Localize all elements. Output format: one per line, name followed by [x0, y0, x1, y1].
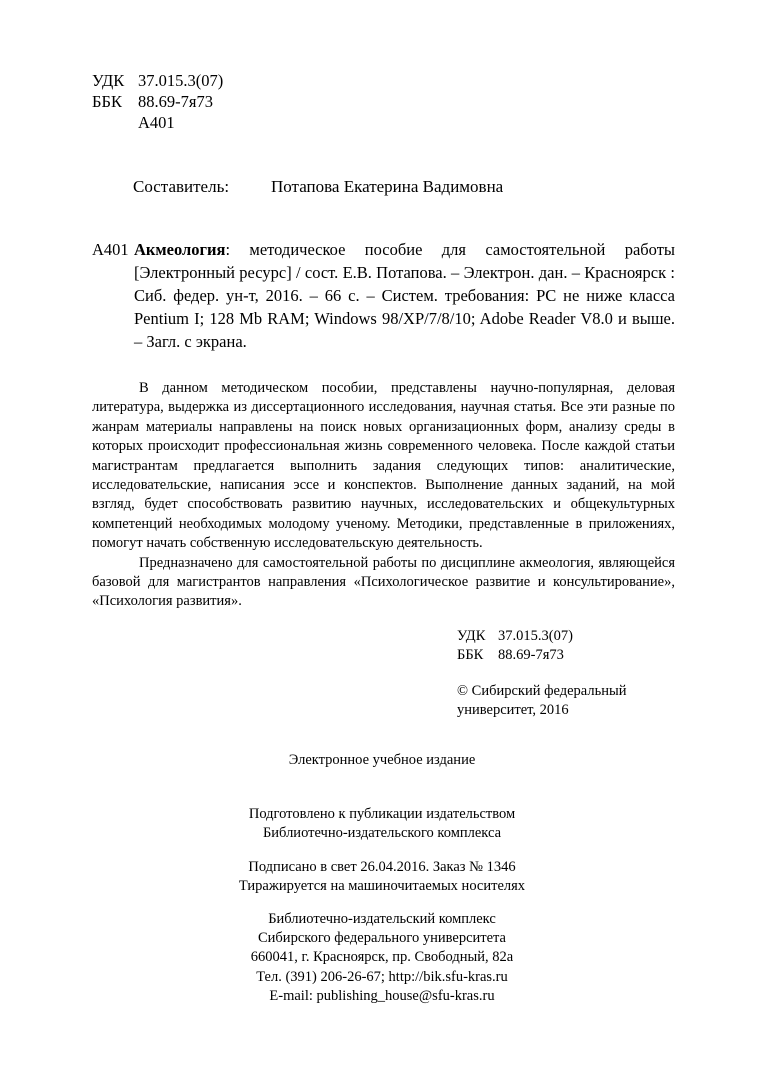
edition-type	[0, 751, 764, 770]
publisher-line-3: 660041, г. Красноярск, пр. Свободный, 82а	[250, 949, 514, 966]
copyright-line-2: университет, 2016	[457, 702, 569, 718]
copyright-line-1: © Сибирский федеральный	[457, 683, 627, 699]
signed-line-1: Подписано в свет 26.04.2016. Заказ № 1346	[248, 859, 516, 875]
author-mark: А401	[138, 113, 175, 132]
copyright-block	[457, 682, 626, 720]
bbk-label: ББК	[92, 92, 122, 111]
udk-label: УДК	[92, 71, 125, 90]
bbk-value: 88.69-7я73	[138, 92, 213, 111]
compiler-line	[133, 177, 504, 197]
prepared-line-1: Подготовлено к публикации издательством	[248, 806, 516, 822]
publisher-line-2: Сибирского федерального университета	[258, 930, 506, 947]
bbk-label-2: ББК	[457, 647, 484, 663]
entry-title: Акмеология	[134, 240, 226, 259]
bibliographic-entry	[92, 238, 675, 353]
classification-block	[457, 627, 573, 665]
edition-type-text: Электронное учебное издание	[288, 752, 476, 768]
publisher-line-1: Библиотечно-издательский комплекс	[268, 911, 496, 927]
signed-block	[0, 858, 764, 896]
publisher-line-4: Тел. (391) 206-26-67; http://bik.sfu-kras.ru	[256, 968, 508, 985]
prepared-line-2: Библиотечно-издательского комплекса	[262, 825, 502, 842]
udk-value: 37.015.3(07)	[138, 71, 224, 90]
classification-header	[92, 70, 223, 133]
entry-code: А401	[92, 240, 129, 259]
publisher-block	[0, 910, 764, 1006]
prepared-block	[0, 805, 764, 843]
udk-value-2: 37.015.3(07)	[498, 628, 573, 644]
udk-label-2: УДК	[457, 628, 486, 644]
compiler-label: Составитель:	[133, 177, 230, 196]
entry-text: : методическое пособие для самостоятельной работы [Электронный ресурс] / сост. Е.В. Потапова. – Электрон. дан. – Красноярск : Сиб. федер. ун-т, 2016. – 66 с. – Систем. требования: PC не ниже класса Pentium I; 128 Mb RAM; Windows 98/XP/7/8/10; Adobe Reader V8.0 и выше. – Загл. с экрана.	[134, 240, 675, 351]
abstract-paragraph-2: Предназначено для самостоятельной работы по дисциплине акмеология, являющейся базовой для магистрантов направления «Психологическое развитие и консультирование», «Психология развития».	[92, 554, 675, 610]
publisher-line-5: E-mail: publishing_house@sfu-kras.ru	[269, 987, 495, 1004]
bbk-value-2: 88.69-7я73	[498, 647, 564, 663]
signed-line-2: Тиражируется на машиночитаемых носителях	[238, 878, 526, 895]
compiler-name: Потапова Екатерина Вадимовна	[271, 177, 504, 196]
abstract-paragraph-1: В данном методическом пособии, представлены научно-популярная, деловая литература, выдержка из диссертационного исследования, научная статья. Все эти разные по жанрам материалы направлены на поиск новых организационных форм, анализу среды в которых происходит профессиональная жизнь современного человека. После каждой статьи магистрантам предлагается выполнить задания следующих типов: аналитические, исследовательские, написания эссе и конспектов. Выполнение данных заданий, на мой взгляд, будет способствовать развитию научных, исследовательских и общекультурных компетенций необходимых молодому ученому. Методики, представленные в приложениях, помогут начать собственную исследовательскую деятельность.	[92, 380, 675, 552]
abstract	[92, 379, 675, 612]
